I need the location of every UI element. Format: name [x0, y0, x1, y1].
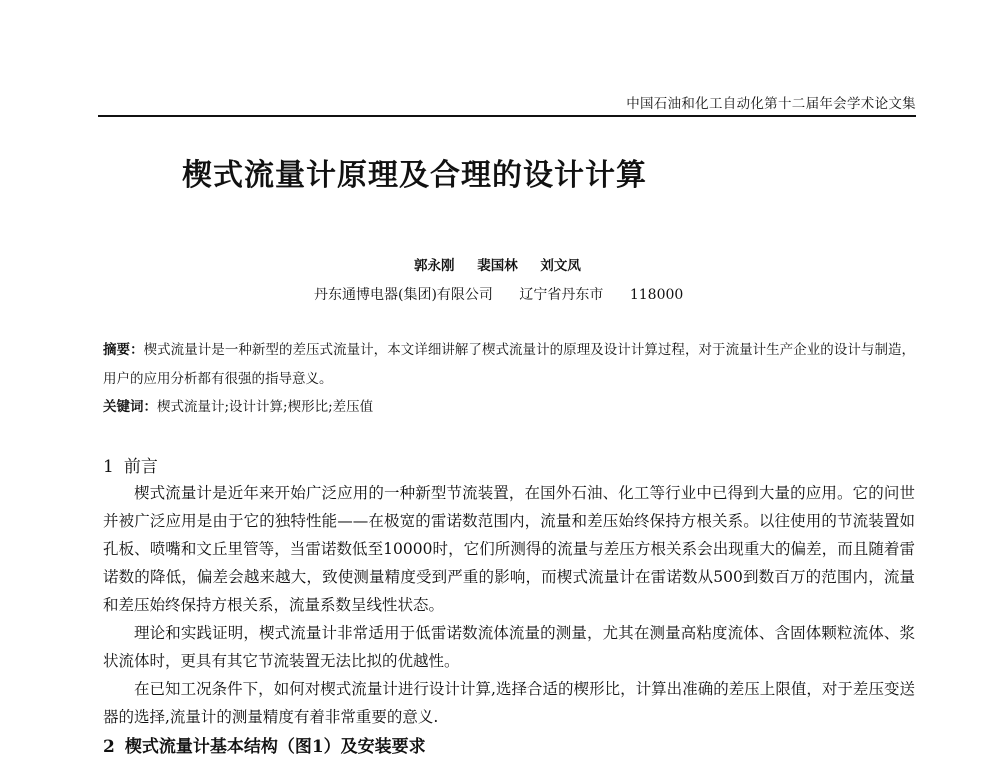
affiliation-postcode: 118000: [629, 287, 684, 303]
affiliation: [314, 284, 705, 304]
section-number: 1: [103, 457, 114, 477]
keywords-text: 楔式流量计;设计计算;楔形比;差压值: [157, 399, 374, 415]
paragraph: 楔式流量计是近年来开始广泛应用的一种新型节流装置，在国外石油、化工等行业中已得到大量的应用。它的问世并被广泛应用是由于它的独特性能——在极宽的雷诺数范围内，流量和差压始终保持方根关系。以往使用的节流装置如孔板、喷嘴和文丘里管等，当雷诺数低至10000时，它们所测得的流量与差压方根关系会出现重大的偏差，而且随着雷诺数的降低，偏差会越来越大，致使测量精度受到严重的影响，而楔式流量计在雷诺数从500到数百万的范围内，流量和差压始终保持方根关系，流量系数呈线性状态。: [103, 484, 915, 614]
section-title: 前言: [123, 457, 158, 477]
paragraph: 理论和实践证明，楔式流量计非常适用于低雷诺数流体流量的测量，尤其在测量高粘度流体、含固体颗粒流体、浆状流体时，更具有其它节流装置无法比拟的优越性。: [103, 624, 915, 670]
keywords-label: 关键词：: [103, 399, 157, 415]
abstract-label: 摘要：: [103, 342, 144, 358]
keywords: [103, 393, 915, 422]
section-title: 楔式流量计基本结构（图1）及安装要求: [124, 737, 426, 757]
author-list: [414, 254, 599, 274]
affiliation-location: 辽宁省丹东市: [519, 287, 604, 303]
section-heading: [103, 732, 426, 757]
section-body: [103, 479, 915, 731]
author-name: 裴国林: [477, 258, 518, 274]
paper-title: 楔式流量计原理及合理的设计计算: [182, 158, 647, 193]
abstract-text: 楔式流量计是一种新型的差压式流量计，本文详细讲解了楔式流量计的原理及设计计算过程，对于流量计生产企业的设计与制造，用户的应用分析都有很强的指导意义。: [103, 342, 916, 387]
affiliation-organization: 丹东通博电器(集团)有限公司: [314, 287, 493, 303]
abstract: [103, 336, 915, 394]
section-number: 2: [103, 737, 115, 757]
running-header: 中国石油和化工自动化第十二届年会学术论文集: [626, 96, 916, 112]
paragraph: 在已知工况条件下，如何对楔式流量计进行设计计算,选择合适的楔形比，计算出准确的差压上限值，对于差压变送器的选择,流量计的测量精度有着非常重要的意义.: [103, 680, 915, 726]
section-heading: [103, 452, 158, 477]
author-name: 郭永刚: [414, 258, 455, 274]
author-name: 刘文凤: [540, 258, 581, 274]
header-rule: [98, 115, 916, 117]
